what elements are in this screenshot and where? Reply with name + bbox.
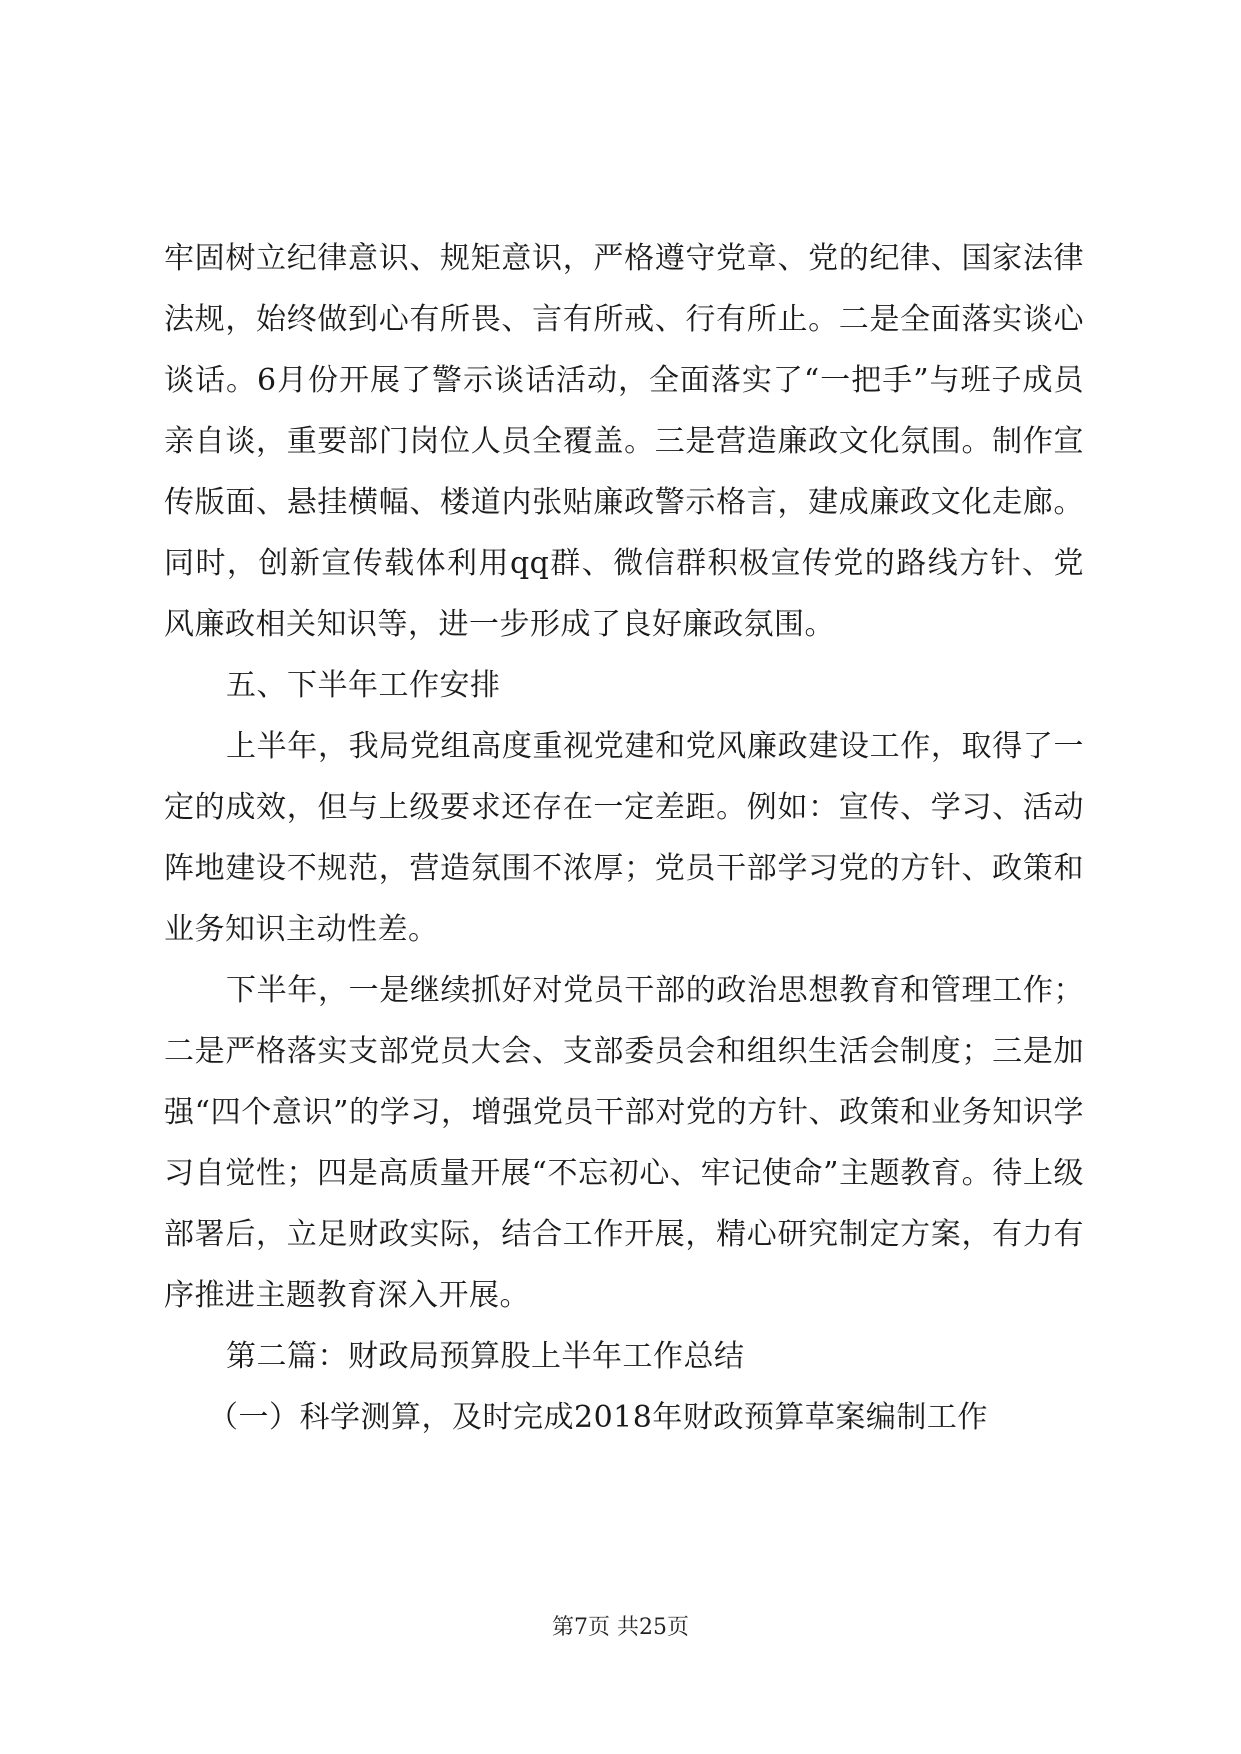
section-heading: 五、下半年工作安排 <box>226 668 501 703</box>
paragraph-continuation: 牢固树立纪律意识、规矩意识，严格遵守党章、党的纪律、国家法律法规，始终做到心有所畏、言有所戒、行有所止。二是全面落实谈心谈话。6月份开展了警示谈话活动，全面落实了“一把手”与班子成员亲自谈，重要部门岗位人员全覆盖。三是营造廉政文化氛围。制作宣传版面、悬挂横幅、楼道内张贴廉政警示格言，建成廉政文化走廊。同时，创新宣传载体利用qq群、微信群积极宣传党的路线方针、党风廉政相关知识等，进一步形成了良好廉政氛围。 <box>164 241 1084 642</box>
paragraph-second-half-plan: 下半年，一是继续抓好对党员干部的政治思想教育和管理工作；二是严格落实支部党员大会、支部委员会和组织生活会制度；三是加强“四个意识”的学习，增强党员干部对党的方针、政策和业务知识学习自觉性；四是高质量开展“不忘初心、牢记使命”主题教育。待上级部署后，立足财政实际，结合工作开展，精心研究制定方案，有力有序推进主题教育深入开展。 <box>164 973 1084 1313</box>
document-body <box>164 228 1084 1448</box>
chapter-heading: 第二篇：财政局预算股上半年工作总结 <box>226 1339 745 1374</box>
paragraph-first-half-summary: 上半年，我局党组高度重视党建和党风廉政建设工作，取得了一定的成效，但与上级要求还存在一定差距。例如：宣传、学习、活动阵地建设不规范，营造氛围不浓厚；党员干部学习党的方针、政策和业务知识主动性差。 <box>164 729 1084 947</box>
page-number-footer: 第7页 共25页 <box>552 1615 689 1640</box>
subsection-heading: （一）科学测算，及时完成2018年财政预算草案编制工作 <box>208 1400 988 1435</box>
